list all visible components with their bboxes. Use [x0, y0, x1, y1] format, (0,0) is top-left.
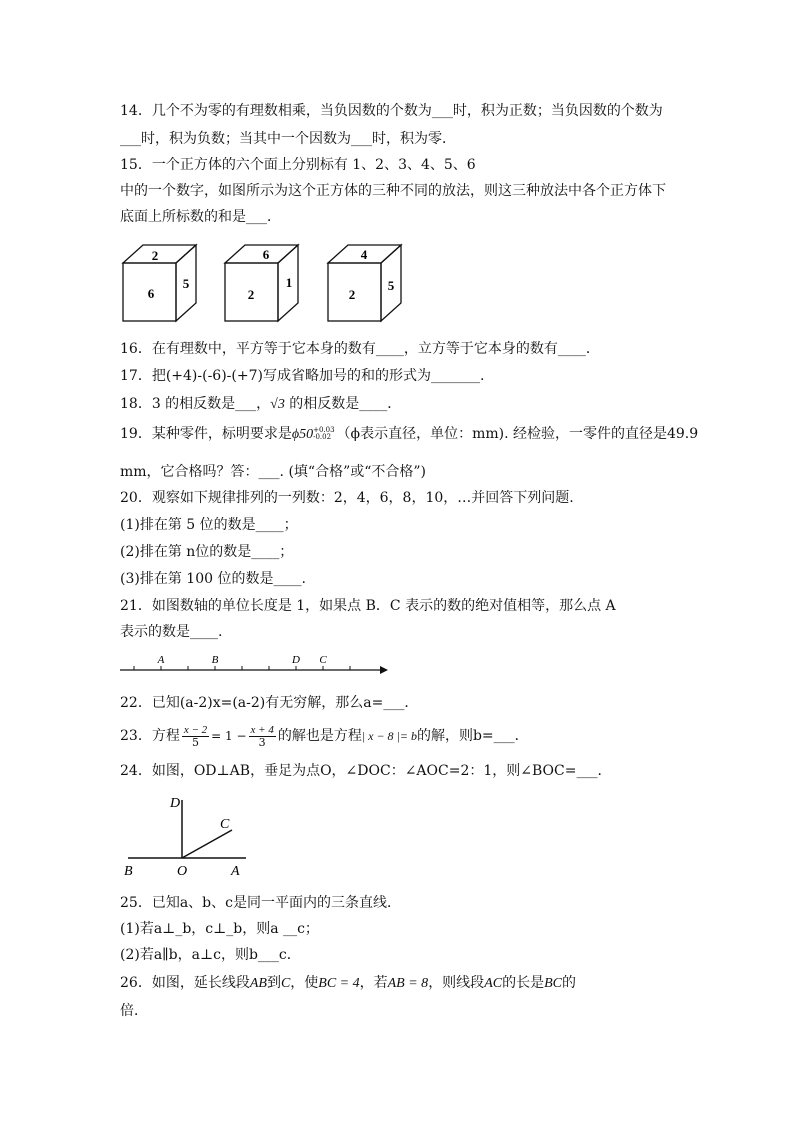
q25-part2: (2)若a∥b，a⊥c，则b___c． [120, 947, 301, 963]
q15-line3: 底面上所标数的和是___． [120, 209, 281, 225]
q21-line1: 21．如图数轴的单位长度是 1，如果点 B．C 表示的数的绝对值相等，那么点 A [120, 598, 616, 614]
q14-line1: 14．几个不为零的有理数相乘，当负因数的个数为___时，积为正数；当负因数的个数为 [120, 103, 663, 119]
q26-ab-1: AB [249, 976, 267, 991]
angle-label-b: B [124, 864, 133, 879]
q23-frac1-num: x − 2 [183, 723, 208, 736]
q26-tail: 的 [561, 975, 576, 991]
q26-c: C [280, 976, 291, 991]
q17-line: 17．把(+4)-(-6)-(+7)写成省略加号的和的形式为_______. [120, 368, 485, 384]
q23-middle-text: 的解也是方程 [277, 728, 362, 744]
q23-fraction-1 [182, 724, 209, 749]
cube-2-front: 2 [247, 287, 255, 302]
q14-line2: ___时，积为负数；当其中一个因数为___时，积为零． [120, 131, 456, 147]
cube-1-top: 2 [151, 248, 159, 263]
q18-line [120, 394, 401, 415]
q23-fraction-2 [249, 724, 276, 749]
q20-part1: (1)排在第 5 位的数是____； [120, 517, 298, 533]
q26-line2: 倍． [120, 1003, 148, 1019]
q26-before: 26．如图，延长线段 [120, 975, 250, 991]
q23-abs-eq: | x − 8 |= b [361, 729, 417, 743]
q26-bc: BC [544, 976, 562, 991]
numline-label-a: A [157, 654, 165, 666]
q19-phi: ϕ50 [291, 427, 314, 442]
q26-line1 [120, 973, 576, 994]
q25-line1: 25．已知a、b、c是同一平面内的三条直线． [120, 895, 401, 911]
q20-line1: 20．观察如下规律排列的一列数：2，4，6，8，10，…并回答下列问题. [120, 490, 574, 506]
q26-is: 的长是 [502, 975, 545, 991]
q23-before: 23．方程 [120, 728, 180, 744]
q19-tol-lower: -0.02 [313, 433, 332, 441]
q15-line1: 15．一个正方体的六个面上分别标有 1、2、3、4、5、6 [120, 157, 476, 173]
q19-after: （ϕ表示直径，单位：mm). 经检验，一零件的直径是49.9 [336, 426, 699, 442]
angle-label-a: A [231, 864, 240, 879]
q19-line1 [120, 424, 698, 445]
q21-line2: 表示的数是____. [120, 624, 223, 640]
q26-ac: AC [484, 976, 503, 991]
cube-3-right: 5 [387, 278, 395, 293]
cube-2-top: 6 [262, 247, 270, 262]
q20-part3: (3)排在第 100 位的数是____. [120, 571, 306, 587]
angle-figure [118, 790, 258, 880]
q23-after: 的解，则b=___． [416, 728, 529, 744]
q22-line: 22．已知(a-2)x=(a-2)有无穷解，那么a=___． [120, 695, 419, 711]
q23-line [120, 721, 529, 751]
q20-part2: (2)排在第 n位的数是____； [120, 544, 294, 560]
q23-frac2-num: x + 4 [250, 723, 274, 736]
q15-line2: 中的一个数字，如图所示为这个正方体的三种不同的放法，则这三种放法中各个正方体下 [120, 183, 666, 199]
numline-label-d: D [292, 654, 300, 666]
q19-tol-upper: +0.03 [313, 426, 335, 434]
q23-frac2-den: 3 [258, 735, 266, 749]
q19-before: 19．某种零件，标明要求是 [120, 426, 292, 442]
q18-after: 的相反数是____． [284, 396, 402, 412]
angle-label-o: O [177, 864, 188, 879]
q18-root: √3 [270, 397, 285, 412]
cube-1-right: 5 [182, 276, 190, 291]
angle-label-c: C [220, 817, 230, 832]
q26-to: 到 [266, 975, 281, 991]
q26-bc-eq: BC = 4 [318, 976, 360, 991]
q18-before: 18．3 的相反数是___， [120, 396, 271, 412]
q23-frac1-den: 5 [191, 735, 199, 749]
cube-1-front: 6 [147, 286, 155, 301]
q16-line: 16．在有理数中，平方等于它本身的数有____，立方等于它本身的数有____． [120, 341, 600, 357]
q26-make: ，使 [290, 975, 319, 991]
q19-tolerance [313, 427, 334, 441]
q26-ab-eq: AB = 8 [387, 976, 429, 991]
angle-label-d: D [170, 796, 181, 811]
q25-part1: (1)若a⊥_b，c⊥_b，则a __c； [120, 921, 319, 937]
q19-line2: mm，它合格吗？答：___. (填“合格”或“不合格”) [120, 464, 427, 480]
numline-label-c: C [319, 654, 327, 666]
q23-mid: = 1 − [211, 729, 247, 743]
cubes-figure [118, 238, 418, 328]
q26-if: ，若 [359, 975, 388, 991]
number-line-figure [118, 648, 393, 680]
q24-line: 24．如图，OD⊥AB，垂足为点O，∠DOC：∠AOC=2：1，则∠BOC=___． [120, 763, 612, 779]
cube-3-top: 4 [360, 247, 368, 262]
cube-2-right: 1 [285, 275, 293, 290]
cube-3-front: 2 [348, 287, 356, 302]
q26-then: ，则线段 [428, 975, 485, 991]
numline-label-b: B [211, 654, 219, 666]
